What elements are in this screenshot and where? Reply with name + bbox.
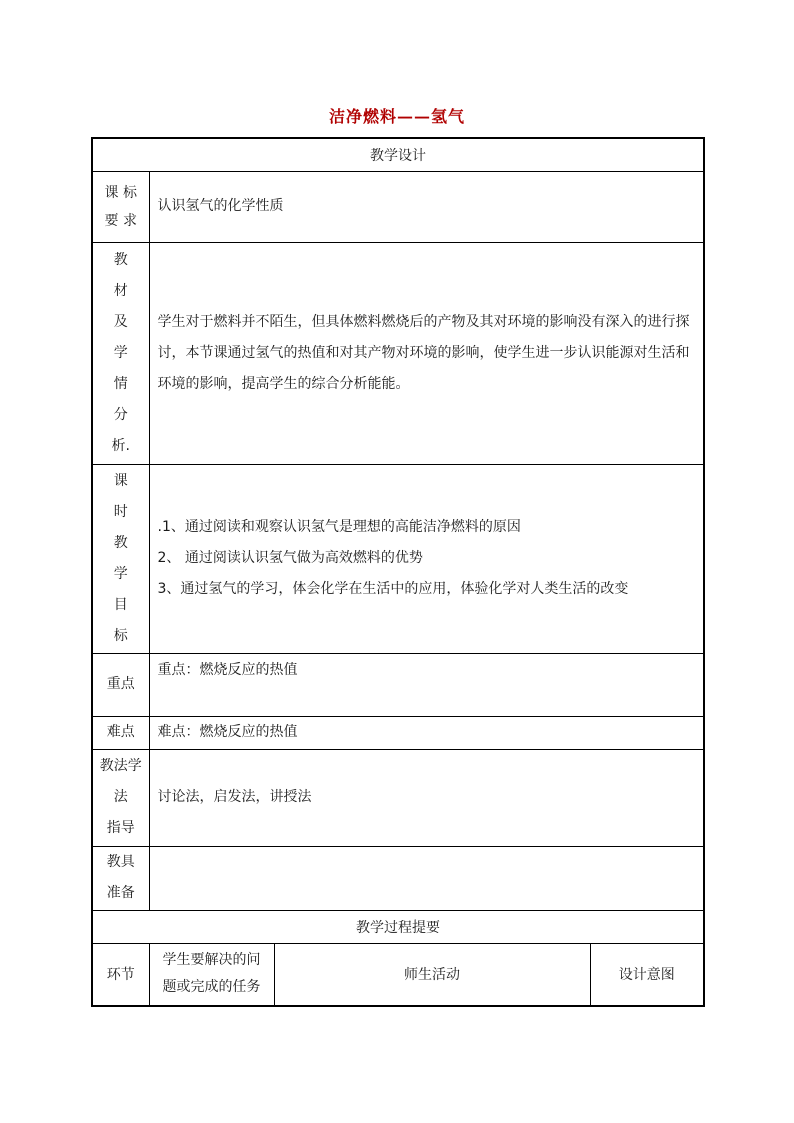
objectives-label — [92, 464, 149, 653]
process-columns-row — [92, 943, 704, 1006]
method-label — [92, 749, 149, 846]
analysis-label — [92, 242, 149, 464]
document-title: 洁净燃料——氢气 — [328, 107, 465, 126]
lesson-plan-table — [91, 137, 705, 1007]
analysis-content: 学生对于燃料并不陌生，但具体燃料燃烧后的产物及其对环境的影响没有深入的进行探讨，本节课通过氢气的热值和对其产物对环境的影响，使学生进一步认识能源对生活和环境的影响，提高学生的综合分析能能。 — [149, 242, 704, 464]
process-section-heading: 教学过程提要 — [92, 910, 704, 943]
standard-label-line1: 课 标 — [104, 184, 137, 201]
method-label-line3: 指导 — [106, 820, 135, 836]
analysis-label-char: 教 — [113, 251, 128, 268]
method-row — [92, 749, 704, 846]
tools-content — [149, 846, 704, 910]
objectives-content — [149, 464, 704, 653]
analysis-label-char: 分 — [113, 406, 128, 423]
analysis-label-char: 及 — [113, 313, 128, 330]
column-task — [149, 943, 274, 1006]
standard-label-line2: 要 求 — [104, 212, 137, 229]
column-task-line2: 题或完成的任务 — [162, 979, 261, 996]
analysis-row — [92, 242, 704, 464]
column-intent: 设计意图 — [590, 943, 704, 1006]
tools-label-line2: 准备 — [106, 885, 135, 901]
analysis-label-char: 析. — [111, 437, 130, 454]
objective-item: 3、通过氢气的学习，体会化学在生活中的应用，体验化学对人类生活的改变 — [157, 581, 629, 597]
column-task-line1: 学生要解决的问 — [162, 952, 261, 969]
analysis-label-char: 情 — [113, 375, 128, 392]
design-section-heading: 教学设计 — [92, 138, 704, 171]
key-point-content: 重点：燃烧反应的热值 — [149, 653, 704, 716]
analysis-label-char: 学 — [113, 344, 128, 361]
method-label-line2: 法 — [113, 789, 128, 805]
standard-row — [92, 171, 704, 242]
design-header-row — [92, 138, 704, 171]
objectives-label-char: 标 — [113, 627, 128, 644]
method-label-line1: 教法学 — [99, 758, 142, 774]
column-stage: 环节 — [92, 943, 149, 1006]
difficulty-label: 难点 — [92, 716, 149, 749]
column-activity: 师生活动 — [274, 943, 590, 1006]
tools-row — [92, 846, 704, 910]
process-header-row — [92, 910, 704, 943]
standard-content: 认识氢气的化学性质 — [149, 171, 704, 242]
key-point-row — [92, 653, 704, 716]
objective-item: .1、通过阅读和观察认识氢气是理想的高能洁净燃料的原因 — [157, 519, 521, 535]
objectives-label-char: 目 — [113, 596, 128, 613]
objectives-label-char: 时 — [113, 503, 128, 520]
objectives-row — [92, 464, 704, 653]
difficulty-row — [92, 716, 704, 749]
method-content: 讨论法，启发法，讲授法 — [149, 749, 704, 846]
objectives-label-char: 教 — [113, 534, 128, 551]
objectives-label-char: 学 — [113, 565, 128, 582]
objectives-label-char: 课 — [113, 472, 128, 489]
objective-item: 2、 通过阅读认识氢气做为高效燃料的优势 — [157, 550, 423, 566]
difficulty-content: 难点：燃烧反应的热值 — [149, 716, 704, 749]
standard-label — [92, 171, 149, 242]
analysis-label-char: 材 — [113, 282, 128, 299]
tools-label-line1: 教具 — [106, 854, 135, 870]
tools-label — [92, 846, 149, 910]
key-point-label: 重点 — [92, 653, 149, 716]
